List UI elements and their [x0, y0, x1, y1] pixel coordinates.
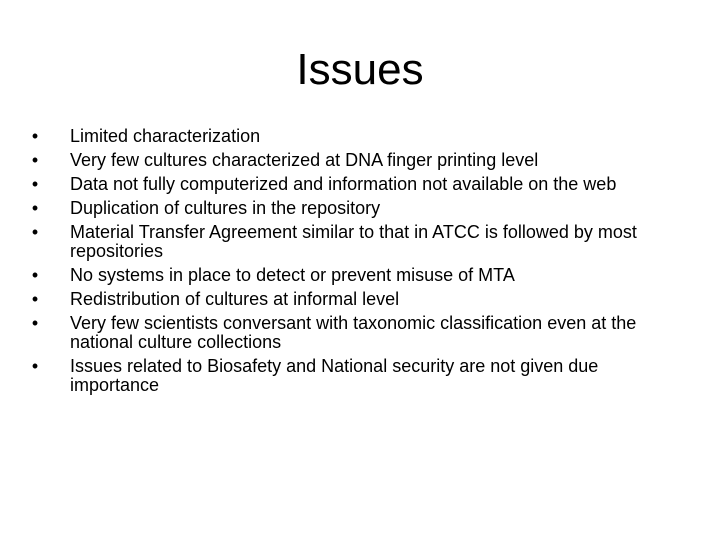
- bullet-icon: •: [31, 289, 39, 309]
- bullet-text: Very few cultures characterized at DNA finger printing level: [70, 150, 539, 170]
- bullet-text: Material Transfer Agreement similar to that in ATCC is followed by most repositories: [70, 222, 637, 261]
- list-item: [30, 175, 690, 194]
- bullet-icon: •: [31, 222, 39, 242]
- bullet-text: Issues related to Biosafety and National security are not given due importance: [70, 356, 599, 395]
- bullet-icon: •: [31, 265, 39, 285]
- bullet-icon: •: [31, 150, 39, 170]
- slide-title: Issues: [296, 45, 424, 94]
- list-item: [30, 151, 690, 170]
- list-item: [30, 290, 690, 309]
- bullet-text: Duplication of cultures in the repository: [70, 198, 381, 218]
- bullet-list: [30, 127, 690, 400]
- list-item: [30, 314, 690, 352]
- list-item: [30, 223, 690, 261]
- bullet-icon: •: [31, 356, 39, 376]
- list-item: [30, 127, 690, 146]
- bullet-text: Data not fully computerized and information not available on the web: [70, 174, 617, 194]
- bullet-icon: •: [31, 313, 39, 333]
- list-item: [30, 357, 690, 395]
- bullet-icon: •: [31, 198, 39, 218]
- list-item: [30, 266, 690, 285]
- bullet-icon: •: [31, 174, 39, 194]
- bullet-text: Very few scientists conversant with taxonomic classification even at the national culture collections: [70, 313, 637, 352]
- bullet-text: Redistribution of cultures at informal level: [70, 289, 400, 309]
- bullet-text: No systems in place to detect or prevent misuse of MTA: [70, 265, 515, 285]
- bullet-text: Limited characterization: [70, 126, 261, 146]
- list-item: [30, 199, 690, 218]
- bullet-icon: •: [31, 126, 39, 146]
